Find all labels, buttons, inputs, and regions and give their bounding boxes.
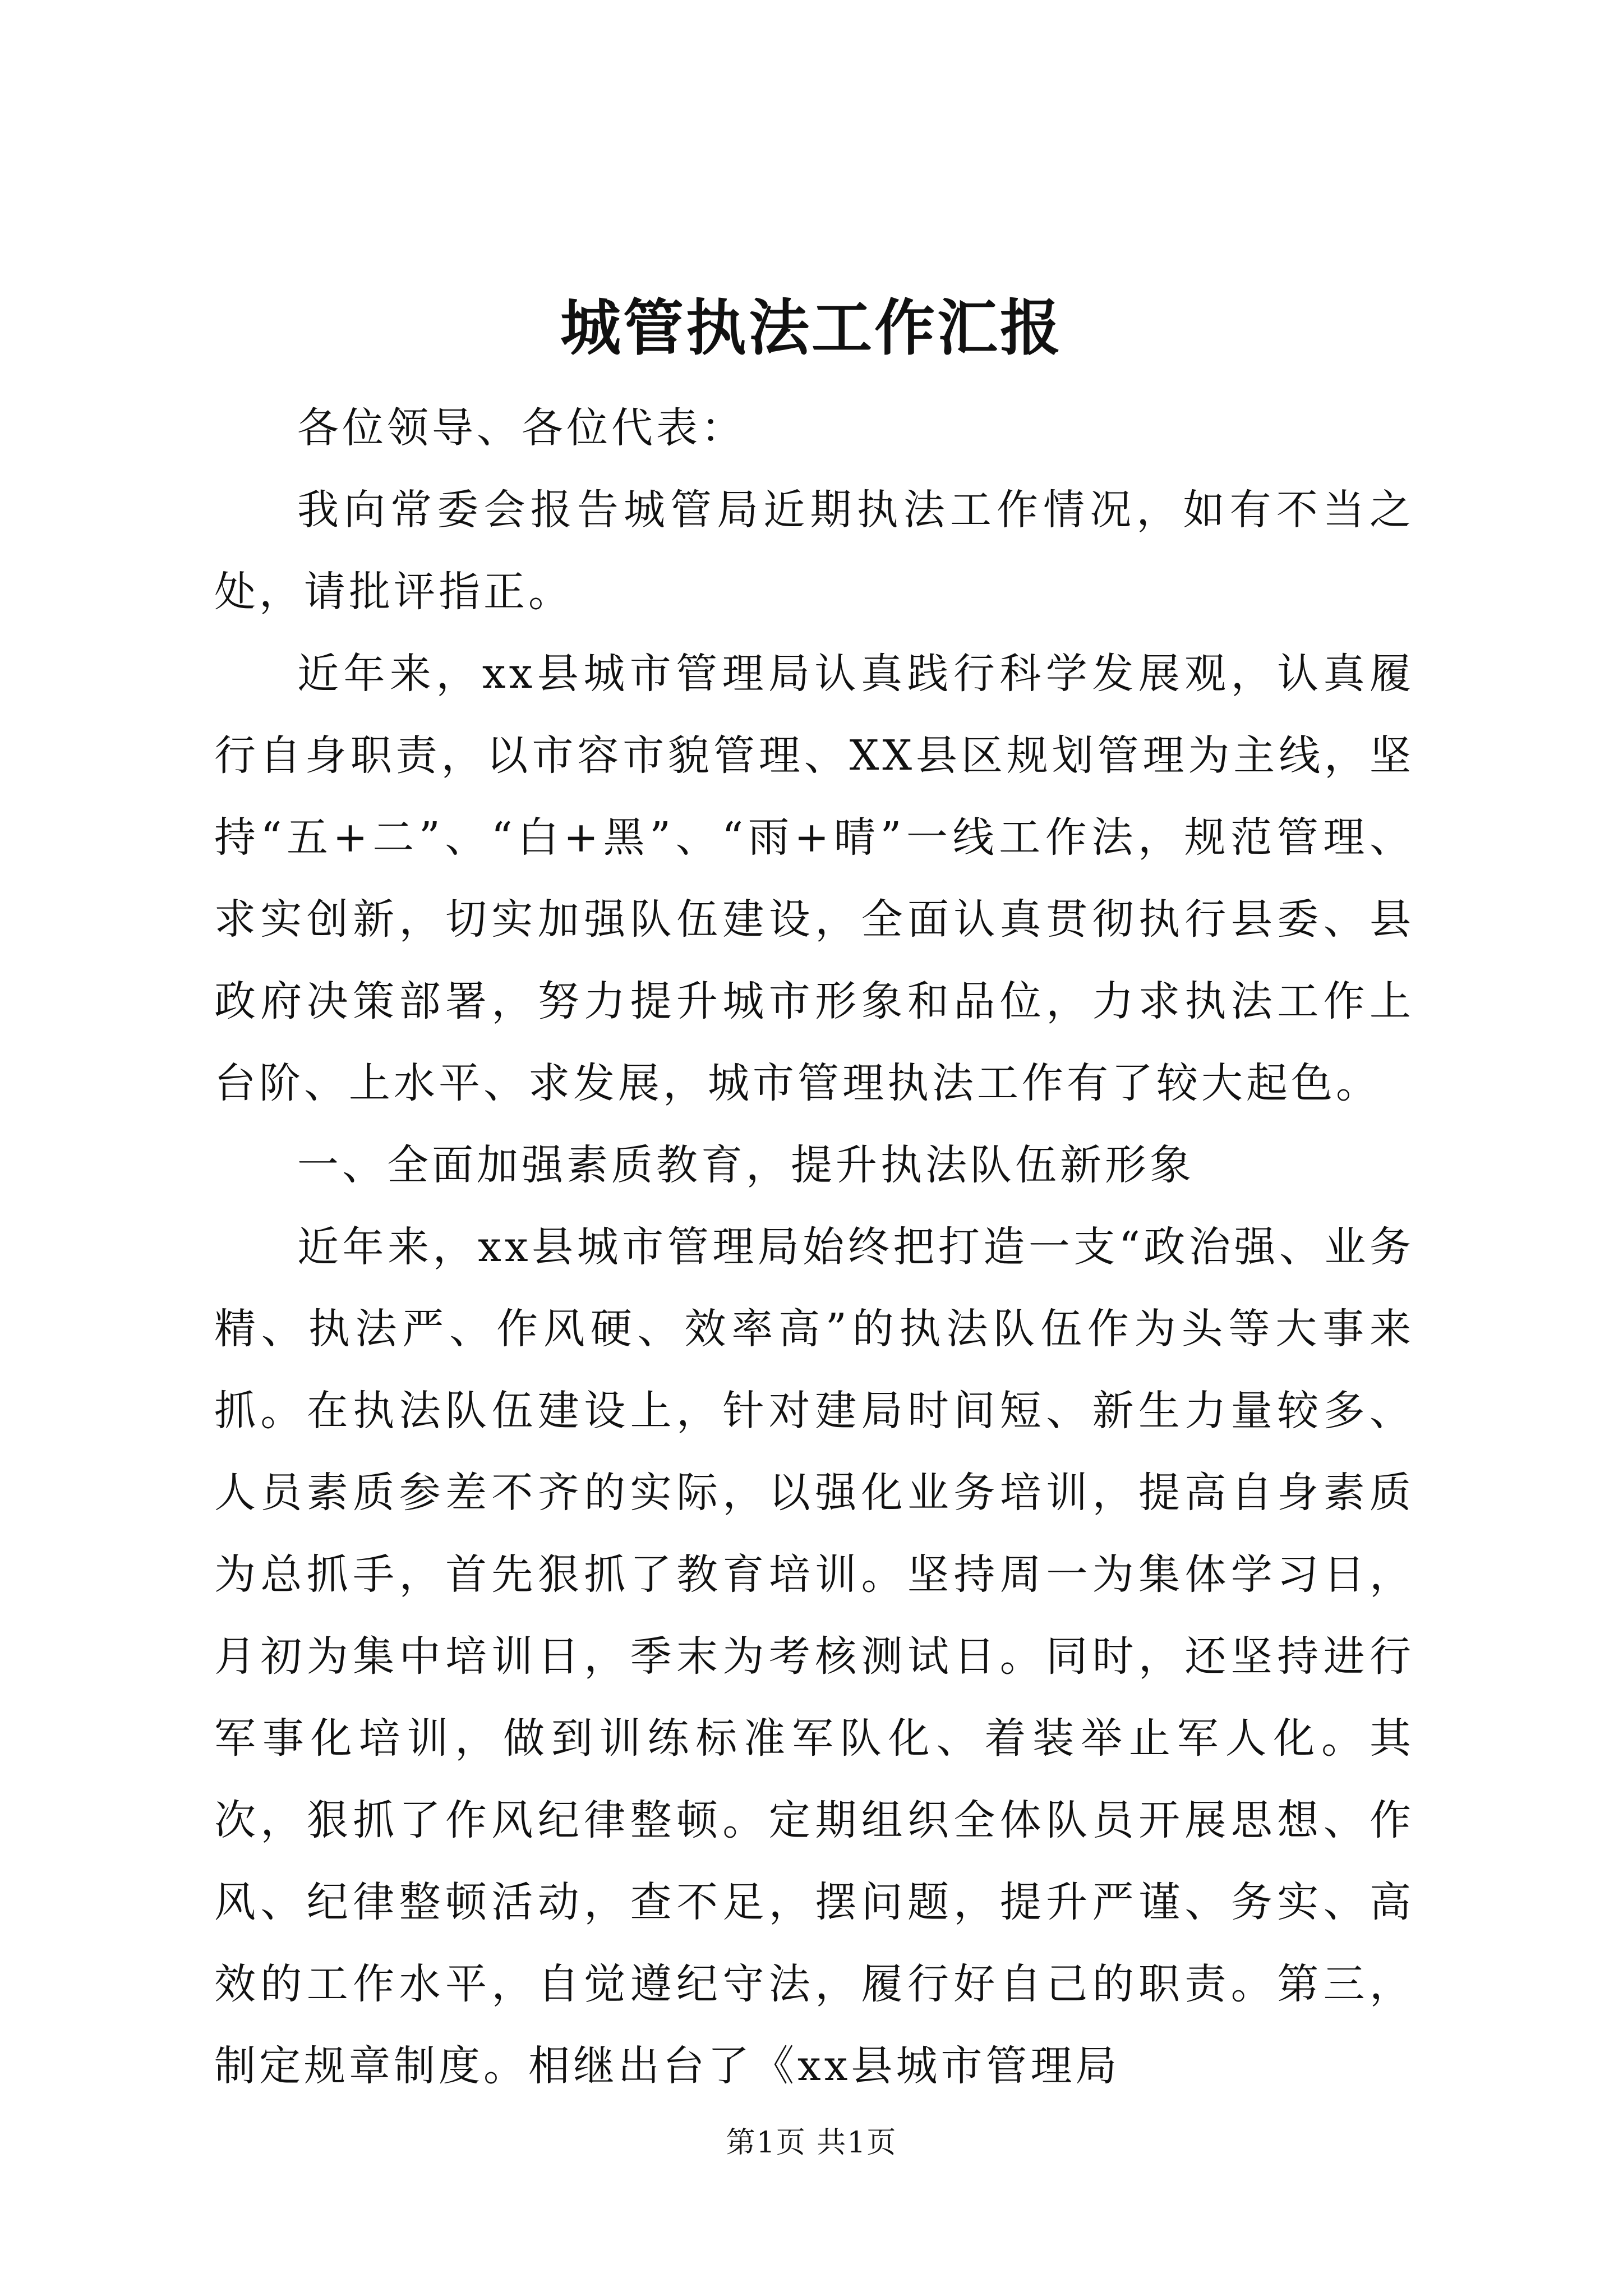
page-footer: 第1页 共1页 bbox=[726, 2126, 897, 2160]
document-title: 城管执法工作汇报 bbox=[560, 293, 1063, 364]
section-heading: 一、全面加强素质教育，提升执法队伍新形象 bbox=[297, 1141, 1195, 1189]
salutation-paragraph: 各位领导、各位代表： bbox=[297, 404, 746, 452]
intro-paragraph: 我向常委会报告城管局近期执法工作情况，如有不当之处，请批评指正。 bbox=[214, 486, 1414, 616]
section-paragraph: 近年来，xx县城市管理局始终把打造一支“政治强、业务精、执法严、作风硬、效率高”的执法队伍作为头等大事来抓。在执法队伍建设上，针对建局时间短、新生力量较多、人员素质参差不齐的实际，以强化业务培训，提高自身素质为总抓手，首先狠抓了教育培训。坚持周一为集体学习日，月初为集中培训日，季末为考核测试日。同时，还坚持进行军事化培训，做到训练标准军队化、着装举止军人化。其次，狠抓了作风纪律整顿。定期组织全体队员开展思想、作风、纪律整顿活动，查不足，摆问题，提升严谨、务实、高效的工作水平，自觉遵纪守法，履行好自己的职责。第三，制定规章制度。相继出台了《xx县城市管理局 bbox=[214, 1223, 1414, 2090]
overview-paragraph: 近年来，xx县城市管理局认真践行科学发展观，认真履行自身职责，以市容市貌管理、XX县区规划管理为主线，坚持“五+二”、“白+黑”、“雨+晴”一线工作法，规范管理、求实创新，切实加强队伍建设，全面认真贯彻执行县委、县政府决策部署，努力提升城市形象和品位，力求执法工作上台阶、上水平、求发展，城市管理执法工作有了较大起色。 bbox=[214, 650, 1414, 1107]
document-body bbox=[214, 387, 1414, 2107]
